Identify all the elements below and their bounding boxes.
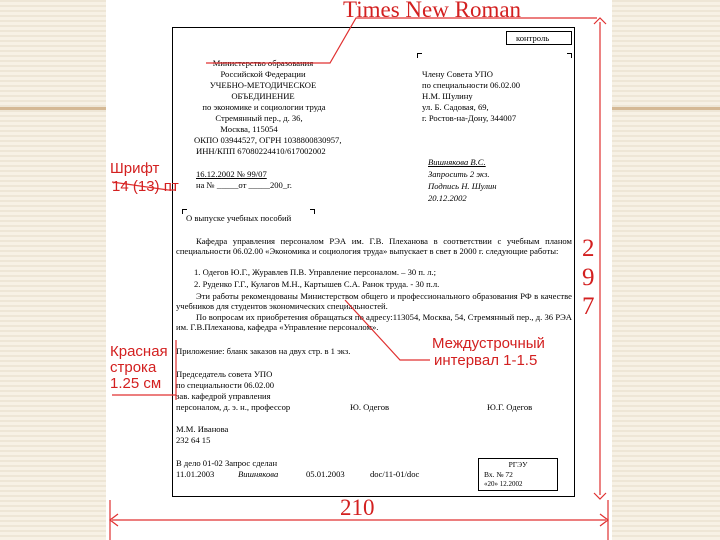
sender-line: Москва, 115054 xyxy=(220,124,278,134)
recipient-line: по специальности 06.02.00 xyxy=(422,80,521,90)
attachment-line: Приложение: бланк заказов на двух стр. в 1 экз. xyxy=(176,346,351,356)
filing-date: 11.01.2003 xyxy=(176,469,215,479)
line-spacing-label: интервал 1-1.5 xyxy=(434,352,538,369)
signer-line: по специальности 06.02.00 xyxy=(176,380,275,390)
recipient-line: ул. Б. Садовая, 69, xyxy=(422,102,489,112)
letter-subject: О выпуске учебных пособий xyxy=(186,213,292,223)
recipient-line: г. Ростов-на-Дону, 344007 xyxy=(422,113,517,123)
width-value-label: 210 xyxy=(340,495,375,520)
signer-name: Ю.Г. Одегов xyxy=(487,402,533,412)
height-value-digit: 9 xyxy=(582,264,595,291)
sender-line: УЧЕБНО-МЕТОДИЧЕСКОЕ xyxy=(209,80,317,90)
body-paragraph: По вопросам их приобретения обращаться по адресу:113054, Москва, 54, Стремянный пер., д. 36 РЭА им. Г.В.Плеханова, кафедра «Управление персоналом». xyxy=(176,312,572,332)
resolution-line: Подпись Н. Шулин xyxy=(428,181,497,191)
height-value-digit: 7 xyxy=(582,293,595,320)
stamp-line: «20» 12.2002 xyxy=(484,480,523,488)
stamp-line: Вх. № 72 xyxy=(484,470,513,479)
filing-document-ref: doc/11-01/doc xyxy=(370,469,420,479)
resolution-line: Вишнякова В.С. xyxy=(428,157,486,167)
indent-label: строка xyxy=(110,359,157,376)
height-value-digit: 2 xyxy=(582,235,595,262)
font-name-label: Times New Roman xyxy=(343,0,522,22)
executor-name: М.М. Иванова xyxy=(176,424,229,434)
signature: Ю. Одегов xyxy=(350,402,390,412)
indent-label: 1.25 см xyxy=(110,375,162,392)
executor-phone: 232 64 15 xyxy=(176,435,211,445)
spacing-pointer-line xyxy=(345,300,430,360)
filing-note: В дело 01-02 Запрос сделан xyxy=(176,458,278,468)
font-size-label: Шрифт xyxy=(110,160,160,177)
signer-line: Председатель совета УПО xyxy=(176,369,273,379)
sender-line: Стремянный пер., д. 36, xyxy=(215,113,303,123)
sender-line: Министерство образования xyxy=(212,58,314,68)
indent-label: Красная xyxy=(110,343,168,360)
resolution-line: 20.12.2002 xyxy=(428,193,467,203)
sender-line: ОБЪЕДИНЕНИЕ xyxy=(231,91,295,101)
letter-date-number: 16.12.2002 № 99/07 xyxy=(196,169,267,179)
font-name-pointer-line xyxy=(206,18,597,63)
filing-date: 05.01.2003 xyxy=(306,469,345,479)
signer-line: зав. кафедрой управления xyxy=(176,391,271,401)
font-size-label: 14 (13) пт xyxy=(112,178,179,195)
sender-line: ОКПО 03944527, ОГРН 1038800830957, xyxy=(194,135,342,145)
reference-line: на № _____от _____200_г. xyxy=(196,180,292,190)
body-list-item: 1. Одегов Ю.Г., Журавлев П.В. Управление персоналом. – 30 п. л.; xyxy=(194,267,437,277)
signer-line: персоналом, д. э. н., профессор xyxy=(176,402,291,412)
sender-line: по экономике и социологии труда xyxy=(202,102,326,112)
filing-signature: Вишнякова xyxy=(238,469,279,479)
body-paragraph: Эти работы рекомендованы Министерством общего и профессионального образования РФ в качестве учебников для студентов экономических специальностей. xyxy=(176,291,572,311)
recipient-line: Члену Совета УПО xyxy=(422,69,493,79)
recipient-line: Н.М. Шулину xyxy=(422,91,473,101)
line-spacing-label: Междустрочный xyxy=(432,335,545,352)
body-list-item: 2. Руденко Г.Г., Кулагов М.Н., Картышев С.А. Ранок труда. - 30 п.л. xyxy=(194,279,440,289)
stamp-line: РГЭУ xyxy=(508,460,528,469)
body-paragraph: Кафедра управления персоналом РЭА им. Г.В. Плеханова в соответствии с учебным планом специальности 06.02.00 «Экономика и социология труда» выпускает в свет в 2000 г. следующие работы: xyxy=(176,236,572,256)
sender-line: Российской Федерации xyxy=(220,69,306,79)
resolution-line: Запросить 2 экз. xyxy=(428,169,490,179)
sender-line: ИНН/КПП 67080224410/617002002 xyxy=(196,146,326,156)
control-box-label: контроль xyxy=(516,33,550,43)
